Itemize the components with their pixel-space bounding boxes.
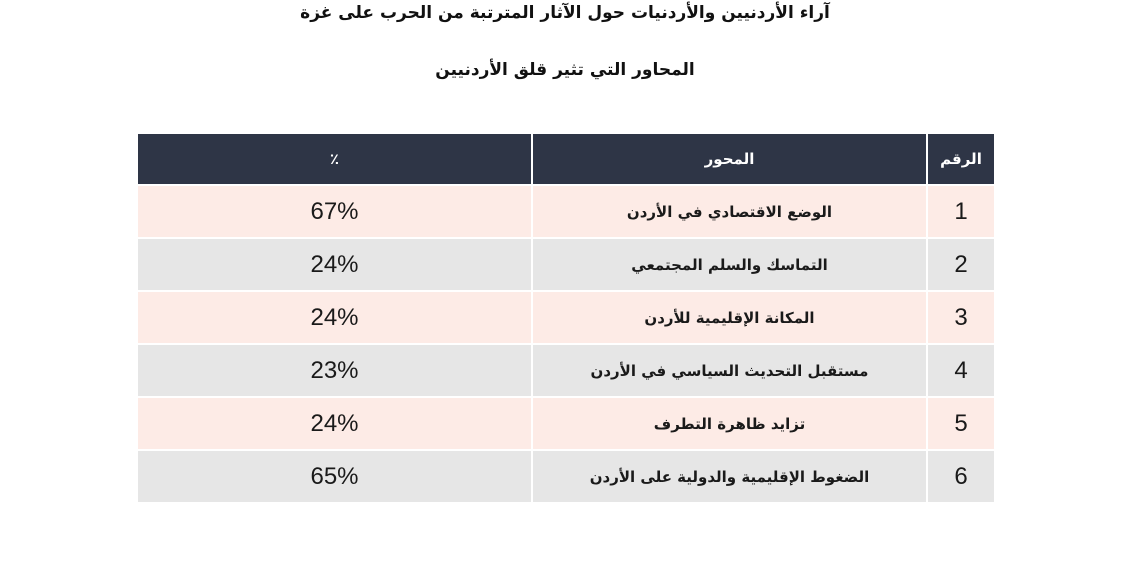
row-number: 6: [927, 450, 995, 503]
row-number: 1: [927, 185, 995, 238]
table-row: [137, 185, 995, 238]
survey-table: [136, 132, 996, 504]
row-axis: التماسك والسلم المجتمعي: [532, 238, 927, 291]
row-percent: 24%: [137, 238, 532, 291]
table-header-row: [137, 133, 995, 185]
row-axis: مستقبل التحديث السياسي في الأردن: [532, 344, 927, 397]
header-percent: ٪: [137, 133, 532, 185]
row-number: 5: [927, 397, 995, 450]
row-percent: 65%: [137, 450, 532, 503]
row-number: 4: [927, 344, 995, 397]
row-number: 3: [927, 291, 995, 344]
table-row: [137, 344, 995, 397]
table-row: [137, 238, 995, 291]
row-axis: تزايد ظاهرة التطرف: [532, 397, 927, 450]
table-row: [137, 291, 995, 344]
row-axis: الوضع الاقتصادي في الأردن: [532, 185, 927, 238]
row-number: 2: [927, 238, 995, 291]
table-row: [137, 397, 995, 450]
row-percent: 24%: [137, 397, 532, 450]
row-axis: المكانة الإقليمية للأردن: [532, 291, 927, 344]
table-row: [137, 450, 995, 503]
document-title: آراء الأردنيين والأردنيات حول الآثار المترتبة من الحرب على غزة: [300, 3, 830, 23]
row-percent: 23%: [137, 344, 532, 397]
header-number: الرقم: [927, 133, 995, 185]
row-percent: 67%: [137, 185, 532, 238]
row-axis: الضغوط الإقليمية والدولية على الأردن: [532, 450, 927, 503]
header-axis: المحور: [532, 133, 927, 185]
document-subtitle: المحاور التي تثير قلق الأردنيين: [435, 60, 695, 80]
row-percent: 24%: [137, 291, 532, 344]
